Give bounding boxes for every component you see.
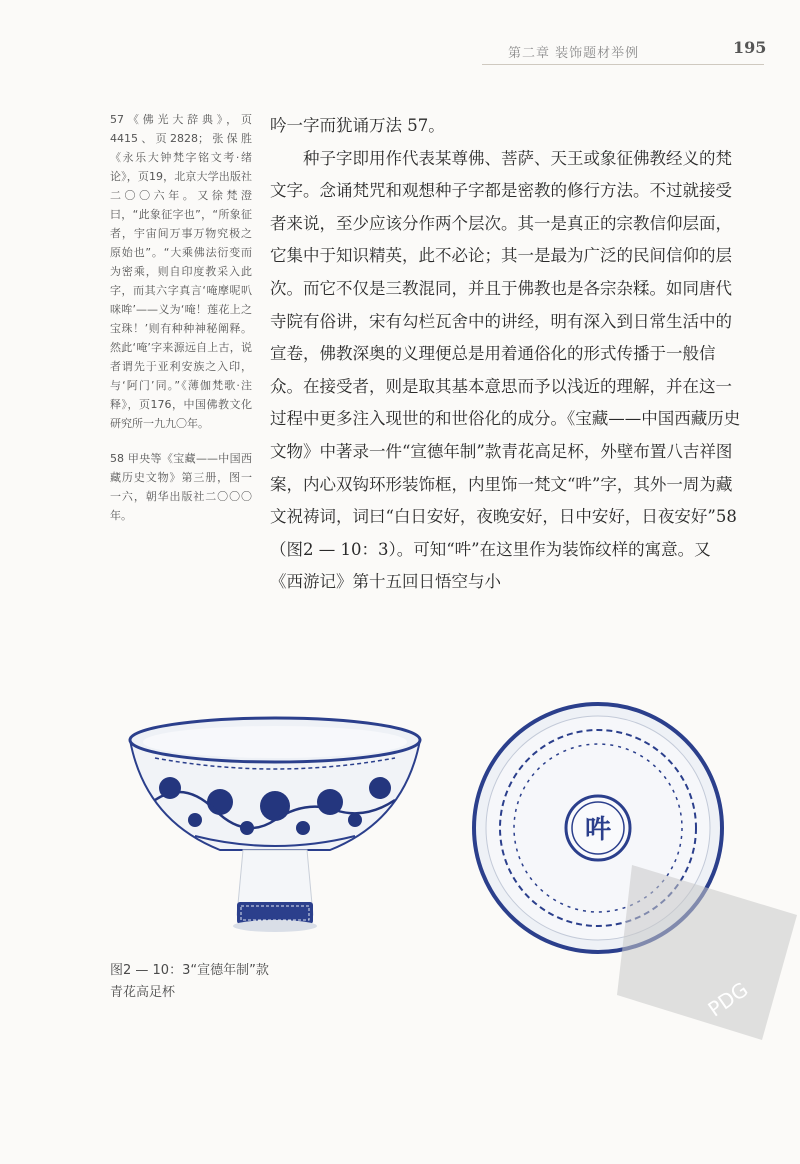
main-text bbox=[270, 110, 742, 599]
running-head bbox=[0, 38, 800, 64]
stem-cup-side-image bbox=[125, 710, 425, 950]
footnote-58: 58 甲央等《宝藏——中国西藏历史文物》第三册，图一一六，朝华出版社二〇〇〇年。 bbox=[110, 452, 252, 522]
header-rule bbox=[482, 64, 764, 65]
sidenotes-column bbox=[110, 110, 252, 525]
watermark-text: PDG bbox=[703, 977, 753, 1022]
chapter-title: 第二章 装饰题材举例 bbox=[508, 46, 640, 61]
figure-caption: 图2 — 10：3“宣德年制”款青花高足杯 bbox=[110, 963, 269, 1000]
watermark-stamp bbox=[612, 855, 800, 1045]
footnote-57: 57《佛光大辞典》，页4415、页2828；张保胜《永乐大钟梵字铭文考·绪论》，页19，北京大学出版社二〇〇六年。又徐梵澄曰，“此象征字也”，“所象征者，宇宙间万事万物究极之原始也”。“大乘佛法衍变而为密乘，则自印度教采入此字，而其六字真言‘唵摩呢叭咪哞’——义为‘唵！莲花上之宝珠！’则有种种神秘阐释。然此‘唵’字来源远自上古，说者谓先于亚利安族之入印，与‘阿门’同。”《薄伽梵歌·注释》，页176，中国佛教文化研究所一九九〇年。 bbox=[110, 113, 252, 430]
paragraph-2: 种子字即用作代表某尊佛、菩萨、天王或象征佛教经义的梵文字。念诵梵咒和观想种子字都是密教的修行方法。不过就接受者来说，至少应该分作两个层次。其一是真正的宗教信仰层面，它集中于知识精英，此不必论；其一是最为广泛的民间信仰的层次。而它不仅是三教混同，并且于佛教也是各宗杂糅。如同唐代寺院有俗讲，宋有勾栏瓦舍中的讲经，明有深入到日常生活中的宣卷，佛教深奥的义理便总是用着通俗化的形式传播于一般信众。在接受者，则是取其基本意思而予以浅近的理解，并在这一过程中更多注入现世的和世俗化的成分。《宝藏——中国西藏历史文物》中著录一件“宣德年制”款青花高足杯，外壁布置八吉祥图案，内心双钩环形装饰框，内里饰一梵文“吽”字，其外一周为藏文祝祷词，词曰“白日安好，夜晚安好，日中安好，日夜安好”58（图2 — 10：3）。可知“吽”在这里作为装饰纹样的寓意。又《西游记》第十五回日悟空与小 bbox=[270, 148, 741, 592]
paragraph-1: 吟一字而犹诵万法 57。 bbox=[270, 116, 445, 135]
center-glyph: 吽 bbox=[584, 815, 612, 845]
page-number: 195 bbox=[733, 38, 767, 57]
